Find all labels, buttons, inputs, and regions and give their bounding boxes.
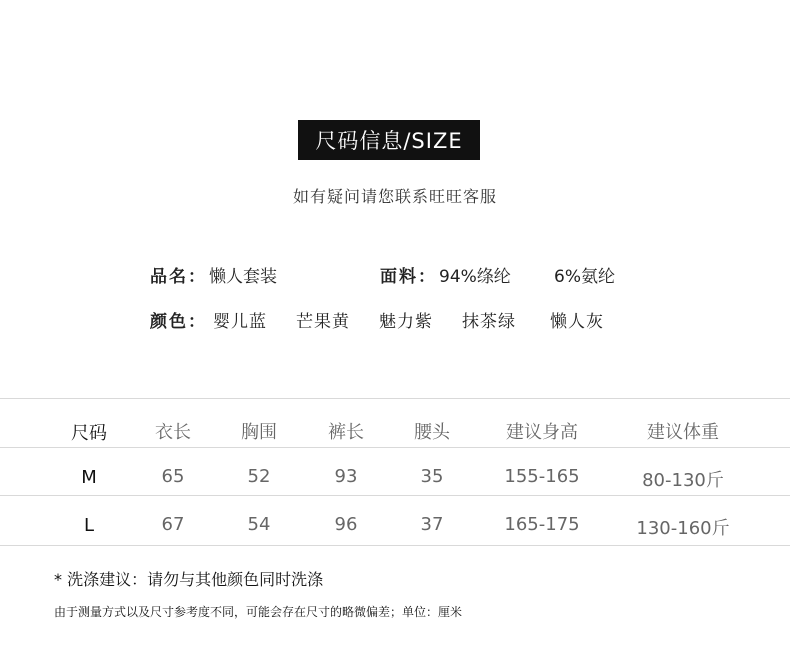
contact-subtitle: 如有疑问请您联系旺旺客服: [292, 187, 497, 206]
table-header-cell: 尺码: [71, 423, 107, 444]
table-cell: 130-160斤: [636, 518, 730, 539]
table-cell: 54: [247, 514, 271, 535]
product-name-row: [150, 262, 277, 287]
table-header-cell: 胸围: [241, 422, 277, 443]
table-cell: L: [83, 515, 95, 536]
table-cell: 155-165: [504, 466, 580, 487]
table-cell: 35: [420, 466, 444, 487]
table-divider: [0, 495, 790, 496]
color-option: 懒人灰: [550, 312, 604, 332]
fabric-value-secondary: 6%氨纶: [554, 267, 615, 287]
table-header-cell: 建议体重: [647, 422, 719, 443]
product-name-label: 品名：: [150, 267, 207, 287]
table-divider: [0, 447, 790, 448]
table-header-cell: 衣长: [155, 422, 191, 443]
wash-note: * 洗涤建议：请勿与其他颜色同时洗涤: [54, 570, 324, 589]
fabric-value-primary: 94%绦纶: [439, 267, 511, 287]
color-option: 婴儿蓝: [213, 312, 267, 332]
table-cell: 67: [161, 514, 185, 535]
table-cell: 65: [161, 466, 185, 487]
table-cell: 93: [334, 466, 358, 487]
table-cell: 165-175: [504, 514, 580, 535]
product-name-value: 懒人套装: [209, 267, 277, 287]
color-label: 颜色：: [150, 312, 207, 332]
table-header-cell: 裤长: [328, 422, 364, 443]
size-title: 尺码信息/SIZE: [315, 129, 463, 153]
fabric-label: 面料：: [380, 267, 437, 287]
color-option: 魅力紫: [379, 312, 433, 332]
table-divider: [0, 545, 790, 546]
table-header-cell: 腰头: [414, 422, 450, 443]
color-row: [150, 307, 207, 332]
size-title-box: [298, 120, 480, 160]
table-cell: 80-130斤: [642, 470, 724, 491]
table-cell: 37: [420, 514, 444, 535]
table-divider: [0, 398, 790, 399]
color-option: 抹茶绿: [462, 312, 516, 332]
table-cell: 52: [247, 466, 271, 487]
table-header-cell: 建议身高: [506, 422, 578, 443]
table-cell: M: [81, 467, 97, 488]
color-option: 芒果黄: [296, 312, 350, 332]
measurement-disclaimer: 由于测量方式以及尺寸参考度不同，可能会存在尺寸的略微偏差；单位：厘米: [54, 605, 463, 619]
table-cell: 96: [334, 514, 358, 535]
fabric-row: [380, 262, 511, 287]
